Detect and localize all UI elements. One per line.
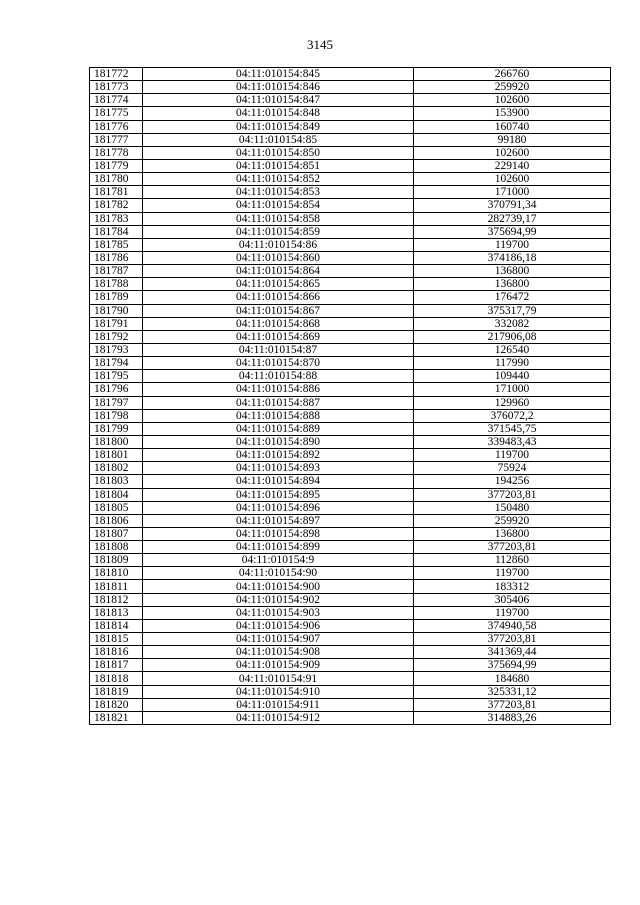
cadastral-value-cell: 153900 [414, 107, 611, 120]
cadastral-number-cell: 04:11:010154:909 [143, 659, 414, 672]
cadastral-number-cell: 04:11:010154:870 [143, 357, 414, 370]
row-number-cell: 181776 [90, 120, 143, 133]
cadastral-number-cell: 04:11:010154:868 [143, 317, 414, 330]
cadastral-number-cell: 04:11:010154:854 [143, 199, 414, 212]
table-row [90, 81, 611, 94]
cadastral-number-cell: 04:11:010154:858 [143, 212, 414, 225]
cadastral-number-cell: 04:11:010154:845 [143, 68, 414, 81]
cadastral-number-cell: 04:11:010154:906 [143, 619, 414, 632]
table-row [90, 409, 611, 422]
table-row [90, 146, 611, 159]
table-row [90, 422, 611, 435]
cadastral-number-cell: 04:11:010154:86 [143, 238, 414, 251]
row-number-cell: 181811 [90, 580, 143, 593]
table-row [90, 619, 611, 632]
table-row [90, 580, 611, 593]
cadastral-value-cell: 119700 [414, 606, 611, 619]
row-number-cell: 181786 [90, 251, 143, 264]
cadastral-number-cell: 04:11:010154:902 [143, 593, 414, 606]
cadastral-value-cell: 266760 [414, 68, 611, 81]
table-row [90, 514, 611, 527]
cadastral-number-cell: 04:11:010154:907 [143, 633, 414, 646]
cadastral-value-cell: 314883,26 [414, 711, 611, 724]
table-row [90, 107, 611, 120]
table-row [90, 159, 611, 172]
cadastral-number-cell: 04:11:010154:847 [143, 94, 414, 107]
cadastral-number-cell: 04:11:010154:852 [143, 173, 414, 186]
cadastral-value-cell: 375317,79 [414, 304, 611, 317]
table-row [90, 659, 611, 672]
row-number-cell: 181808 [90, 541, 143, 554]
table-row [90, 265, 611, 278]
row-number-cell: 181804 [90, 488, 143, 501]
cadastral-value-cell: 282739,17 [414, 212, 611, 225]
row-number-cell: 181818 [90, 672, 143, 685]
row-number-cell: 181810 [90, 567, 143, 580]
cadastral-number-cell: 04:11:010154:866 [143, 291, 414, 304]
table-row [90, 554, 611, 567]
table-row [90, 501, 611, 514]
cadastral-value-cell: 171000 [414, 383, 611, 396]
table-row [90, 370, 611, 383]
cadastral-number-cell: 04:11:010154:865 [143, 278, 414, 291]
row-number-cell: 181772 [90, 68, 143, 81]
row-number-cell: 181781 [90, 186, 143, 199]
table-row [90, 593, 611, 606]
row-number-cell: 181780 [90, 173, 143, 186]
cadastral-value-cell: 102600 [414, 173, 611, 186]
cadastral-value-cell: 194256 [414, 475, 611, 488]
table-row [90, 291, 611, 304]
cadastral-value-cell: 377203,81 [414, 633, 611, 646]
cadastral-value-cell: 370791,34 [414, 199, 611, 212]
cadastral-number-cell: 04:11:010154:867 [143, 304, 414, 317]
row-number-cell: 181779 [90, 159, 143, 172]
cadastral-number-cell: 04:11:010154:898 [143, 527, 414, 540]
table-row [90, 462, 611, 475]
row-number-cell: 181812 [90, 593, 143, 606]
cadastral-number-cell: 04:11:010154:890 [143, 435, 414, 448]
cadastral-value-cell: 136800 [414, 278, 611, 291]
cadastral-number-cell: 04:11:010154:88 [143, 370, 414, 383]
table-row [90, 304, 611, 317]
row-number-cell: 181794 [90, 357, 143, 370]
cadastral-value-cell: 259920 [414, 81, 611, 94]
cadastral-value-cell: 377203,81 [414, 541, 611, 554]
cadastral-value-cell: 377203,81 [414, 488, 611, 501]
cadastral-value-cell: 75924 [414, 462, 611, 475]
table-row [90, 488, 611, 501]
row-number-cell: 181795 [90, 370, 143, 383]
cadastral-number-cell: 04:11:010154:850 [143, 146, 414, 159]
cadastral-value-cell: 184680 [414, 672, 611, 685]
row-number-cell: 181817 [90, 659, 143, 672]
row-number-cell: 181799 [90, 422, 143, 435]
cadastral-value-cell: 109440 [414, 370, 611, 383]
table-row [90, 711, 611, 724]
row-number-cell: 181775 [90, 107, 143, 120]
cadastral-value-cell: 102600 [414, 146, 611, 159]
cadastral-value-cell: 117990 [414, 357, 611, 370]
table-row [90, 225, 611, 238]
table-body [90, 68, 611, 725]
cadastral-value-cell: 112860 [414, 554, 611, 567]
row-number-cell: 181788 [90, 278, 143, 291]
cadastral-value-cell: 160740 [414, 120, 611, 133]
cadastral-value-cell: 374186,18 [414, 251, 611, 264]
cadastral-value-cell: 126540 [414, 343, 611, 356]
cadastral-value-cell: 136800 [414, 265, 611, 278]
cadastral-number-cell: 04:11:010154:888 [143, 409, 414, 422]
cadastral-number-cell: 04:11:010154:894 [143, 475, 414, 488]
table-row [90, 212, 611, 225]
cadastral-number-cell: 04:11:010154:895 [143, 488, 414, 501]
cadastral-number-cell: 04:11:010154:848 [143, 107, 414, 120]
cadastral-value-cell: 171000 [414, 186, 611, 199]
row-number-cell: 181787 [90, 265, 143, 278]
cadastral-number-cell: 04:11:010154:864 [143, 265, 414, 278]
cadastral-number-cell: 04:11:010154:900 [143, 580, 414, 593]
row-number-cell: 181807 [90, 527, 143, 540]
cadastral-number-cell: 04:11:010154:912 [143, 711, 414, 724]
row-number-cell: 181802 [90, 462, 143, 475]
cadastral-number-cell: 04:11:010154:869 [143, 330, 414, 343]
cadastral-value-cell: 99180 [414, 133, 611, 146]
cadastral-value-cell: 102600 [414, 94, 611, 107]
table-row [90, 646, 611, 659]
cadastral-number-cell: 04:11:010154:886 [143, 383, 414, 396]
cadastral-value-cell: 371545,75 [414, 422, 611, 435]
cadastral-number-cell: 04:11:010154:889 [143, 422, 414, 435]
cadastral-number-cell: 04:11:010154:892 [143, 449, 414, 462]
row-number-cell: 181773 [90, 81, 143, 94]
cadastral-value-cell: 375694,99 [414, 225, 611, 238]
table-row [90, 685, 611, 698]
cadastral-value-cell: 259920 [414, 514, 611, 527]
cadastral-value-cell: 119700 [414, 567, 611, 580]
table-row [90, 475, 611, 488]
row-number-cell: 181821 [90, 711, 143, 724]
table-row [90, 330, 611, 343]
table-row [90, 238, 611, 251]
cadastral-number-cell: 04:11:010154:851 [143, 159, 414, 172]
row-number-cell: 181778 [90, 146, 143, 159]
table-row [90, 606, 611, 619]
table-row [90, 199, 611, 212]
row-number-cell: 181809 [90, 554, 143, 567]
cadastral-value-cell: 176472 [414, 291, 611, 304]
row-number-cell: 181816 [90, 646, 143, 659]
cadastral-value-cell: 376072,2 [414, 409, 611, 422]
cadastral-number-cell: 04:11:010154:860 [143, 251, 414, 264]
table-row [90, 698, 611, 711]
table-row [90, 435, 611, 448]
table-row [90, 343, 611, 356]
row-number-cell: 181806 [90, 514, 143, 527]
row-number-cell: 181785 [90, 238, 143, 251]
cadastral-number-cell: 04:11:010154:899 [143, 541, 414, 554]
table-row [90, 186, 611, 199]
cadastral-number-cell: 04:11:010154:911 [143, 698, 414, 711]
table-row [90, 133, 611, 146]
table-row [90, 383, 611, 396]
cadastral-value-cell: 217906,08 [414, 330, 611, 343]
cadastral-value-cell: 229140 [414, 159, 611, 172]
page-number: 3145 [307, 37, 333, 52]
row-number-cell: 181789 [90, 291, 143, 304]
row-number-cell: 181774 [90, 94, 143, 107]
cadastral-number-cell: 04:11:010154:893 [143, 462, 414, 475]
cadastral-number-cell: 04:11:010154:853 [143, 186, 414, 199]
table-row [90, 173, 611, 186]
cadastral-number-cell: 04:11:010154:849 [143, 120, 414, 133]
cadastral-number-cell: 04:11:010154:910 [143, 685, 414, 698]
cadastral-value-cell: 119700 [414, 238, 611, 251]
row-number-cell: 181813 [90, 606, 143, 619]
row-number-cell: 181800 [90, 435, 143, 448]
cadastral-number-cell: 04:11:010154:85 [143, 133, 414, 146]
table-row [90, 672, 611, 685]
cadastral-value-table [89, 67, 611, 725]
cadastral-value-cell: 341369,44 [414, 646, 611, 659]
row-number-cell: 181793 [90, 343, 143, 356]
row-number-cell: 181783 [90, 212, 143, 225]
cadastral-value-cell: 136800 [414, 527, 611, 540]
table-row [90, 357, 611, 370]
row-number-cell: 181803 [90, 475, 143, 488]
table-row [90, 541, 611, 554]
cadastral-value-cell: 305406 [414, 593, 611, 606]
cadastral-value-cell: 339483,43 [414, 435, 611, 448]
cadastral-number-cell: 04:11:010154:859 [143, 225, 414, 238]
table-row [90, 68, 611, 81]
table-row [90, 251, 611, 264]
cadastral-number-cell: 04:11:010154:90 [143, 567, 414, 580]
cadastral-value-cell: 377203,81 [414, 698, 611, 711]
cadastral-number-cell: 04:11:010154:887 [143, 396, 414, 409]
row-number-cell: 181814 [90, 619, 143, 632]
cadastral-value-cell: 332082 [414, 317, 611, 330]
table-row [90, 449, 611, 462]
row-number-cell: 181798 [90, 409, 143, 422]
cadastral-value-cell: 129960 [414, 396, 611, 409]
table-row [90, 527, 611, 540]
row-number-cell: 181777 [90, 133, 143, 146]
table-row [90, 120, 611, 133]
row-number-cell: 181805 [90, 501, 143, 514]
cadastral-number-cell: 04:11:010154:91 [143, 672, 414, 685]
cadastral-number-cell: 04:11:010154:903 [143, 606, 414, 619]
row-number-cell: 181791 [90, 317, 143, 330]
table-row [90, 633, 611, 646]
row-number-cell: 181815 [90, 633, 143, 646]
cadastral-number-cell: 04:11:010154:908 [143, 646, 414, 659]
row-number-cell: 181792 [90, 330, 143, 343]
table-row [90, 396, 611, 409]
cadastral-number-cell: 04:11:010154:846 [143, 81, 414, 94]
cadastral-value-cell: 374940,58 [414, 619, 611, 632]
cadastral-number-cell: 04:11:010154:87 [143, 343, 414, 356]
row-number-cell: 181801 [90, 449, 143, 462]
cadastral-value-cell: 150480 [414, 501, 611, 514]
table-row [90, 278, 611, 291]
row-number-cell: 181790 [90, 304, 143, 317]
row-number-cell: 181820 [90, 698, 143, 711]
cadastral-value-cell: 119700 [414, 449, 611, 462]
row-number-cell: 181796 [90, 383, 143, 396]
row-number-cell: 181797 [90, 396, 143, 409]
table-row [90, 94, 611, 107]
cadastral-number-cell: 04:11:010154:897 [143, 514, 414, 527]
cadastral-number-cell: 04:11:010154:896 [143, 501, 414, 514]
table-row [90, 567, 611, 580]
cadastral-value-cell: 375694,99 [414, 659, 611, 672]
table-row [90, 317, 611, 330]
row-number-cell: 181819 [90, 685, 143, 698]
cadastral-value-cell: 325331,12 [414, 685, 611, 698]
row-number-cell: 181782 [90, 199, 143, 212]
cadastral-number-cell: 04:11:010154:9 [143, 554, 414, 567]
row-number-cell: 181784 [90, 225, 143, 238]
cadastral-value-cell: 183312 [414, 580, 611, 593]
